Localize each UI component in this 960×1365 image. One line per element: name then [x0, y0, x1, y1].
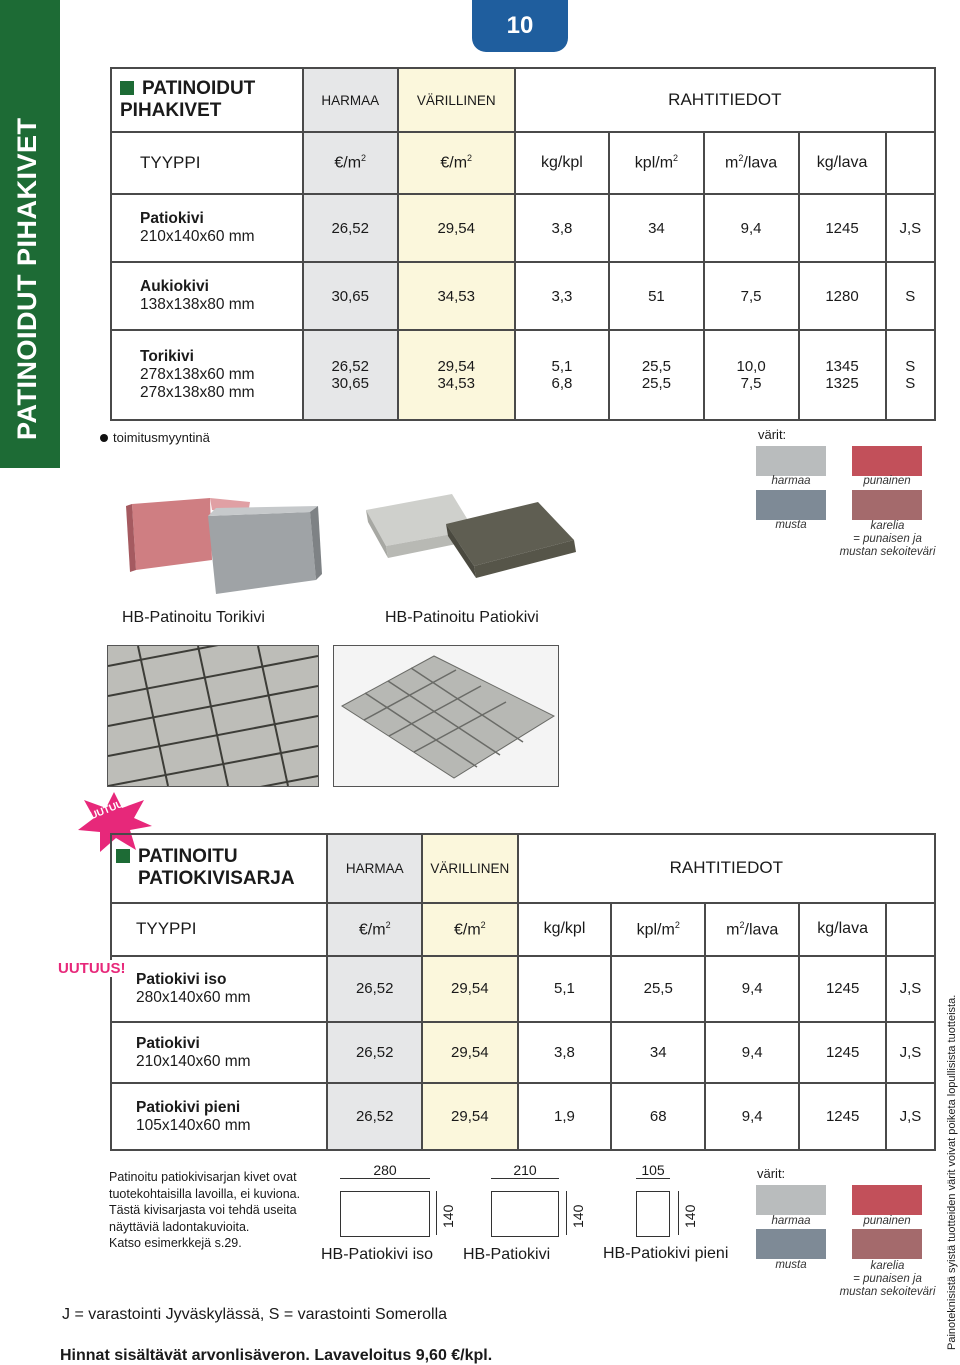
- swatch-label-harmaa-2: harmaa: [771, 1215, 811, 1227]
- uutuus-label: UUTUUS!: [58, 960, 126, 977]
- table-row: Patiokivi 210x140x60 mm 26,52 29,54 3,8 34 9,4 1245 J,S: [111, 1022, 935, 1083]
- dim-line: [340, 1178, 430, 1179]
- rahtitiedot-header-2: RAHTITIEDOT: [518, 834, 935, 903]
- unit-kg-kpl: kg/kpl: [515, 132, 609, 194]
- price-table-2: PATINOITU PATIOKIVISARJA HARMAA VÄRILLINEN RAHTITIEDOT TYYPPI $€/m^2$ $€/m^2$ kg/kpl kpl/$m^2$ $m^2$/lava kg/lava Patiokivi iso 280x140x60 mm 26,52 29,54 5,1 25,5 9,4 1245 J,S Patiokivi 210x140x60 mm 26,52 29,54 3,8 34 9,4 1245 J,S Patiokivi pieni 105x140x60 mm 26,52 29,54 1,9 68 9,4 1245 J,S: [110, 833, 936, 1151]
- paving-photo-2: [333, 645, 559, 787]
- diagram-patio-label: HB-Patiokivi: [463, 1246, 551, 1263]
- table-row: Aukiokivi 138x138x80 mm 30,65 34,53 3,3 51 7,5 1280 S: [111, 262, 935, 330]
- colors-label-2: värit:: [757, 1166, 786, 1181]
- harmaa-header-2: HARMAA: [327, 834, 422, 903]
- dim-line: [491, 1178, 559, 1179]
- unit-eur-m2-color: $€/m^2$: [398, 132, 515, 194]
- varillinen-header-2: VÄRILLINEN: [422, 834, 518, 903]
- unit-eur-m2: $€/m^2$: [303, 132, 398, 194]
- uutuus-star-text: UUTUUS!: [88, 794, 135, 823]
- unit-kpl-m2: kpl/$m^2$: [609, 132, 704, 194]
- stock-col-header: [886, 132, 935, 194]
- toimitus-note: toimitusmyyntinä: [100, 430, 210, 445]
- price-note: Hinnat sisältävät arvonlisäveron. Lavaveloitus 9,60 €/kpl.: [60, 1347, 493, 1364]
- swatch-label-musta: musta: [775, 519, 807, 531]
- swatch-karelia-2: [852, 1229, 922, 1259]
- swatch-label-karelia: karelia = punaisen ja mustan sekoiteväri: [839, 520, 936, 558]
- patiokivi-photo: [362, 488, 582, 580]
- table2-title: PATINOITU PATIOKIVISARJA: [111, 834, 327, 903]
- green-square-icon: [116, 849, 130, 863]
- swatch-harmaa-2: [756, 1185, 826, 1215]
- swatch-musta-2: [756, 1229, 826, 1259]
- price-table-1: [110, 67, 936, 421]
- rahtitiedot-header: RAHTITIEDOT: [515, 68, 935, 132]
- swatch-harmaa: [756, 446, 826, 476]
- dim-line: [678, 1191, 679, 1235]
- dim-line: [566, 1191, 567, 1235]
- diagram-patio-box: [491, 1191, 559, 1237]
- caption-torikivi: HB-Patinoitu Torikivi: [122, 609, 265, 626]
- diagram-patio-height: 140: [570, 1204, 586, 1228]
- table-row: Patiokivi 210x140x60 mm 26,52 29,54 3,8 34 9,4 1245 J,S: [111, 194, 935, 262]
- harmaa-header: HARMAA: [303, 68, 398, 132]
- diagram-iso-height: 140: [440, 1204, 456, 1228]
- swatch-musta: [756, 490, 826, 520]
- swatch-label-musta-2: musta: [775, 1259, 807, 1271]
- page-number: 10: [472, 0, 568, 52]
- dim-line: [436, 1191, 437, 1235]
- bullet-icon: [100, 434, 108, 442]
- paving-photo-1: [107, 645, 319, 787]
- swatch-label-karelia-2: karelia = punaisen ja mustan sekoiteväri: [839, 1260, 936, 1298]
- diagram-pieni-width: 105: [641, 1162, 665, 1178]
- table1-title: PATINOIDUT PIHAKIVET: [111, 68, 303, 132]
- unit-m2-lava: $m^2$/lava: [704, 132, 799, 194]
- unit-kg-lava: kg/lava: [799, 132, 886, 194]
- table-row: Torikivi 278x138x60 mm 278x138x80 mm 26,52 30,65 29,54 34,53 5,1 6,8 25,5 25,5 10,0 7,5 1345 1325 S S: [111, 330, 935, 420]
- swatch-karelia: [852, 490, 922, 520]
- type-header: TYYPPI: [111, 132, 303, 194]
- diagram-pieni-label: HB-Patiokivi pieni: [603, 1245, 729, 1262]
- type-header-2: TYYPPI: [111, 903, 327, 956]
- side-title: PATINOIDUT PIHAKIVET: [12, 117, 42, 440]
- swatch-label-punainen-2: punainen: [863, 1215, 911, 1227]
- table-row: Patiokivi iso 280x140x60 mm 26,52 29,54 5,1 25,5 9,4 1245 J,S: [111, 956, 935, 1023]
- caption-patiokivi: HB-Patinoitu Patiokivi: [385, 609, 539, 626]
- dim-line: [636, 1178, 670, 1179]
- diagram-pieni-height: 140: [682, 1204, 698, 1228]
- diagram-iso-width: 280: [373, 1162, 397, 1178]
- swatch-label-punainen: punainen: [863, 475, 911, 487]
- swatch-punainen-2: [852, 1185, 922, 1215]
- storage-note: J = varastointi Jyväskylässä, S = varastointi Somerolla: [62, 1306, 448, 1323]
- torikivi-photo: [120, 490, 330, 600]
- table-row: Patiokivi pieni 105x140x60 mm 26,52 29,54 1,9 68 9,4 1245 J,S: [111, 1083, 935, 1150]
- diagram-iso-box: [340, 1191, 430, 1237]
- varillinen-header: VÄRILLINEN: [398, 68, 515, 132]
- diagram-patio-width: 210: [513, 1162, 537, 1178]
- series-note: Patinoitu patiokivisarjan kivet ovat tuotekohtaisilla lavoilla, ei kuviona. Tästä kivisarjasta voi tehdä useita näyttäviä ladontakuvioita. Katso esimerkkejä s.29.: [109, 1170, 301, 1250]
- swatch-label-harmaa: harmaa: [771, 475, 811, 487]
- side-disclaimer: Painoteknisistä syistä tuotteiden värit voivat poiketa lopullisista tuotteista.: [946, 994, 958, 1350]
- diagram-iso-label: HB-Patiokivi iso: [321, 1246, 434, 1263]
- diagram-pieni-box: [636, 1191, 670, 1237]
- swatch-punainen: [852, 446, 922, 476]
- colors-label-1: värit:: [758, 427, 787, 442]
- green-square-icon: [120, 81, 134, 95]
